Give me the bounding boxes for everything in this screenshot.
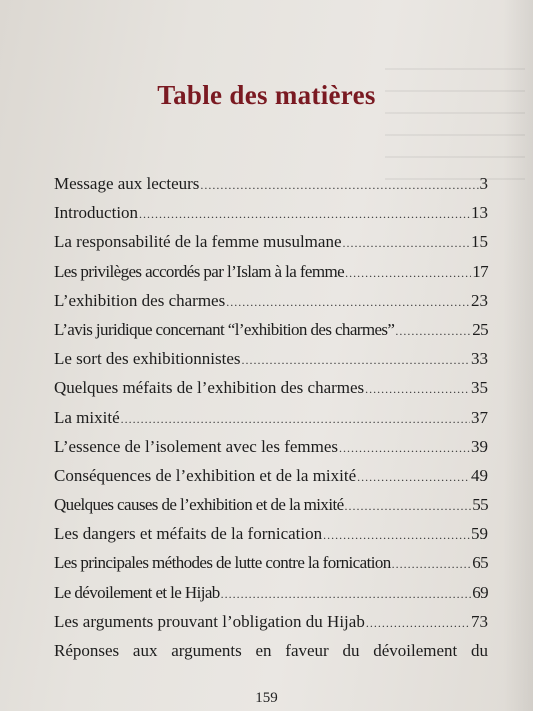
toc-entry-page: 59	[471, 524, 488, 544]
dot-leader	[366, 616, 470, 631]
toc-entry	[54, 495, 488, 524]
dot-leader	[345, 266, 471, 281]
toc-entry-page: 3	[479, 174, 488, 193]
dot-leader	[242, 353, 470, 368]
toc-entry-page: 73	[471, 611, 488, 631]
toc-entry-page: 23	[471, 290, 488, 310]
toc-entry	[54, 291, 488, 320]
page-title: Table des matières	[157, 80, 376, 111]
dot-leader	[200, 178, 478, 193]
toc-entry-continued: Réponses aux arguments en faveur du dévoilement du	[54, 641, 488, 660]
toc-entry-title: Les arguments prouvant l’obligation du Hijab	[54, 611, 365, 631]
dot-leader	[357, 470, 470, 485]
toc-entry-page: 39	[471, 436, 488, 456]
toc-entry-title: Les dangers et méfaits de la fornication	[54, 524, 323, 544]
toc-entry-title: Quelques méfaits de l’exhibition des charmes	[54, 378, 365, 398]
toc-entry-page: 25	[472, 319, 488, 339]
toc-entry-title: L’avis juridique concernant “l’exhibition des charmes”	[54, 319, 395, 339]
toc-entry	[54, 437, 488, 466]
toc-entry-page: 33	[471, 349, 488, 369]
toc-entry-page: 17	[472, 261, 488, 281]
toc-entry	[54, 232, 488, 261]
toc-entry-title: Quelques causes de l’exhibition et de la mixité	[54, 495, 344, 515]
dot-leader	[121, 412, 470, 427]
toc-entry-title: Les principales méthodes de lutte contre la fornication	[54, 553, 391, 573]
dot-leader	[339, 441, 470, 456]
toc-entry	[54, 349, 488, 378]
toc-entry-title: La responsabilité de la femme musulmane	[54, 232, 342, 252]
toc-entry-title: Introduction	[54, 203, 139, 223]
toc-entry-page: 55	[472, 495, 488, 515]
toc-entry-page: 35	[471, 378, 488, 398]
toc-entry-page: 49	[471, 465, 488, 485]
toc-entry	[54, 612, 488, 641]
toc-entry	[54, 466, 488, 495]
dot-leader	[139, 207, 470, 222]
toc-entry-title: L’essence de l’isolement avec les femmes	[54, 436, 339, 456]
dot-leader	[343, 236, 471, 251]
toc-entry	[54, 203, 488, 232]
toc-entry	[54, 378, 488, 407]
toc-entry-page: 65	[472, 553, 488, 573]
toc-entry-title: Message aux lecteurs	[54, 174, 200, 193]
toc-entry	[54, 524, 488, 553]
toc-entry-page: 69	[472, 582, 488, 602]
toc-entry-page: 13	[471, 203, 488, 223]
toc-entry	[54, 320, 488, 349]
toc-entry-title: La mixité	[54, 407, 120, 427]
toc-entry	[54, 553, 488, 582]
dot-leader	[345, 499, 472, 514]
dot-leader	[323, 528, 470, 543]
dot-leader	[395, 324, 471, 339]
toc-entry	[54, 408, 488, 437]
dot-leader	[365, 382, 470, 397]
toc-entry-title: Les privilèges accordés par l’Islam à la femme	[54, 261, 345, 281]
toc-entry-page: 37	[471, 407, 488, 427]
toc-entry-title: Le dévoilement et le Hijab	[54, 582, 220, 602]
dot-leader	[226, 295, 470, 310]
table-of-contents	[54, 174, 488, 670]
dot-leader	[392, 557, 472, 572]
toc-entry-page: 15	[471, 232, 488, 252]
toc-entry-title: Conséquences de l’exhibition et de la mixité	[54, 465, 357, 485]
toc-entry	[54, 262, 488, 291]
dot-leader	[221, 587, 472, 602]
toc-entry	[54, 174, 488, 203]
toc-entry	[54, 583, 488, 612]
page-number: 159	[255, 690, 278, 706]
toc-entry-title: L’exhibition des charmes	[54, 290, 226, 310]
toc-entry-title: Le sort des exhibitionnistes	[54, 349, 241, 369]
